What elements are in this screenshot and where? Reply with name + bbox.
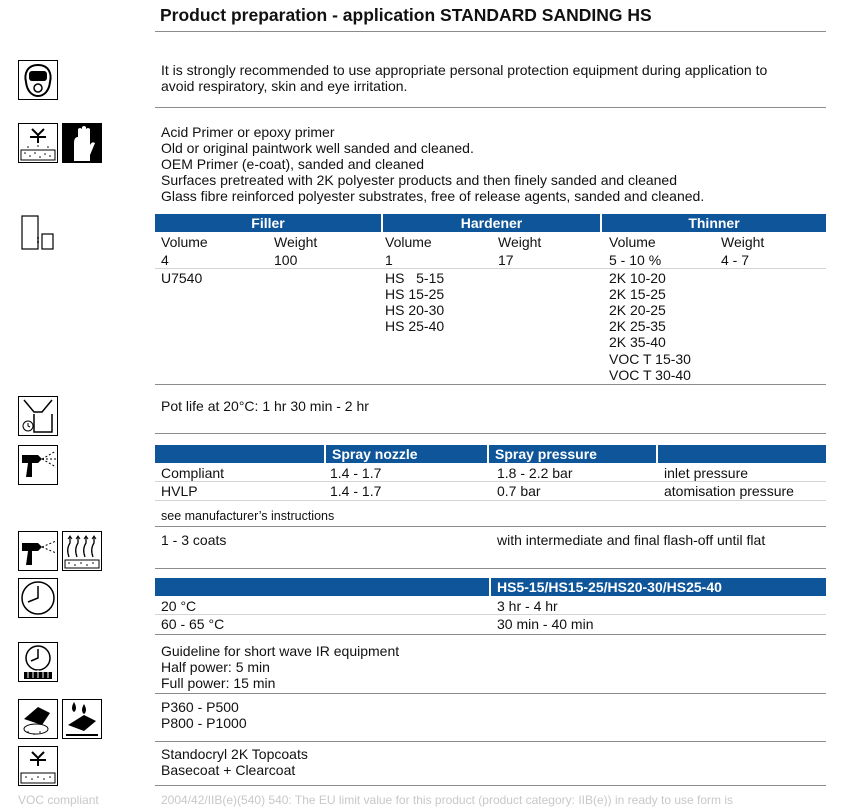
drying-temp: 20 °C <box>161 598 197 614</box>
spray-row-pressure: 1.8 - 2.2 bar <box>497 465 573 481</box>
respirator-mask-icon <box>18 60 58 105</box>
thinner-product: 2K 20-25 <box>609 302 666 318</box>
ir-clock-icon <box>18 642 58 687</box>
substrate-line-5: Glass fibre reinforced polyester substrates, free of release agents, sanded and cleaned. <box>161 188 705 204</box>
pot-life-divider <box>155 433 826 434</box>
glove-hand-icon <box>62 123 102 168</box>
title-divider <box>155 31 826 32</box>
topcoat-line-1: Standocryl 2K Topcoats <box>161 746 308 762</box>
thinner-product: VOC T 30-40 <box>609 367 691 383</box>
substrate-line-2: Old or original paintwork well sanded and cleaned. <box>161 140 474 156</box>
coats-count: 1 - 3 coats <box>161 532 227 548</box>
spray-row-type: Compliant <box>161 465 225 481</box>
filler-weight-label: Weight <box>274 234 318 250</box>
ir-half-power: Half power: 5 min <box>161 659 270 675</box>
thinner-header: Thinner <box>602 214 826 232</box>
hardener-product: HS 15-25 <box>385 286 445 302</box>
hardener-volume-label: Volume <box>385 234 432 250</box>
safety-divider <box>155 107 826 108</box>
hardener-product: HS 25-40 <box>385 318 445 334</box>
topcoat-spray-icon <box>18 746 58 791</box>
filler-header: Filler <box>155 214 381 232</box>
filler-volume-label: Volume <box>161 234 208 250</box>
thinner-product: 2K 25-35 <box>609 318 666 334</box>
filler-volume-value: 4 <box>161 252 169 268</box>
substrate-line-1: Acid Primer or epoxy primer <box>161 124 335 140</box>
mix-row-divider <box>155 268 826 269</box>
ir-guideline: Guideline for short wave IR equipment <box>161 643 400 659</box>
clock-icon <box>18 578 58 623</box>
topcoat-line-2: Basecoat + Clearcoat <box>161 762 296 778</box>
drying-divider <box>155 634 826 635</box>
mixing-ratio-icon <box>18 212 58 257</box>
spray-blank-header <box>155 445 324 463</box>
filler-product: U7540 <box>161 270 203 286</box>
wet-sanding-icon <box>62 699 102 744</box>
spray-nozzle-header: Spray nozzle <box>326 445 487 463</box>
thinner-volume-label: Volume <box>609 234 656 250</box>
hardener-product: HS 20-30 <box>385 302 445 318</box>
spray-row-note: inlet pressure <box>664 465 749 481</box>
thinner-weight-value: 4 - 7 <box>721 252 750 268</box>
coats-divider <box>155 568 826 569</box>
drying-temp: 60 - 65 °C <box>161 616 225 632</box>
thinner-product: 2K 35-40 <box>609 334 666 350</box>
voc-label: VOC compliant <box>18 793 99 807</box>
spray-coats-icon <box>18 531 58 576</box>
substrate-line-4: Surfaces pretreated with 2K polyester products and then finely sanded and cleaned <box>161 172 677 188</box>
spray-row-pressure: 0.7 bar <box>497 483 541 499</box>
spray-row-nozzle: 1.4 - 1.7 <box>330 483 382 499</box>
sanding-divider <box>155 741 826 742</box>
spray-note: see manufacturer’s instructions <box>161 509 335 523</box>
hardener-product: HS 5-15 <box>385 270 445 286</box>
flash-off-icon <box>62 531 102 576</box>
drying-time: 30 min - 40 min <box>497 616 594 632</box>
pot-life-text: Pot life at 20°C: 1 hr 30 min - 2 hr <box>161 398 369 414</box>
spray-row-type: HVLP <box>161 483 198 499</box>
sanding-icon <box>18 699 58 744</box>
safety-text-line-1: It is strongly recommended to use appropriate personal protection equipment during application to <box>161 62 768 78</box>
filler-weight-value: 100 <box>274 252 298 268</box>
mix-divider <box>155 384 826 385</box>
ir-full-power: Full power: 15 min <box>161 675 276 691</box>
pot-life-icon <box>18 396 58 441</box>
substrate-line-3: OEM Primer (e-coat), sanded and cleaned <box>161 156 425 172</box>
page-title: Product preparation - application STANDARD SANDING HS <box>160 5 652 25</box>
sanding-grade: P800 - P1000 <box>161 715 247 731</box>
thinner-product: 2K 10-20 <box>609 270 666 286</box>
coats-flash-off: with intermediate and final flash-off until flat <box>497 532 766 548</box>
spray-divider <box>155 526 826 527</box>
thinner-weight-label: Weight <box>721 234 765 250</box>
hardener-header: Hardener <box>383 214 600 232</box>
voc-text: 2004/42/IIB(e)(540) 540: The EU limit value for this product (product category: IIB(e)) in ready to use form is <box>161 793 734 807</box>
spray-surface-icon <box>18 123 58 168</box>
ir-divider <box>155 693 826 694</box>
thinner-product: 2K 15-25 <box>609 286 666 302</box>
thinner-volume-value: 5 - 10 % <box>609 252 662 268</box>
safety-text-line-2: avoid respiratory, skin and eye irritation. <box>161 78 408 94</box>
hardener-weight-label: Weight <box>498 234 542 250</box>
drying-row-divider <box>155 614 826 615</box>
spray-row-note: atomisation pressure <box>664 483 794 499</box>
spray-row-divider <box>155 500 826 501</box>
thinner-product: VOC T 15-30 <box>609 351 691 367</box>
spray-pressure-header: Spray pressure <box>489 445 656 463</box>
spray-row-divider <box>155 481 826 482</box>
drying-header: HS5-15/HS15-25/HS20-30/HS25-40 <box>491 578 826 596</box>
spray-gun-icon <box>18 445 58 490</box>
drying-time: 3 hr - 4 hr <box>497 598 558 614</box>
sanding-grade: P360 - P500 <box>161 699 239 715</box>
spray-blank-header-2 <box>658 445 826 463</box>
spray-row-nozzle: 1.4 - 1.7 <box>330 465 382 481</box>
hardener-weight-value: 17 <box>498 252 514 268</box>
topcoat-divider <box>155 785 826 786</box>
drying-blank-header <box>155 578 489 596</box>
hardener-volume-value: 1 <box>385 252 393 268</box>
